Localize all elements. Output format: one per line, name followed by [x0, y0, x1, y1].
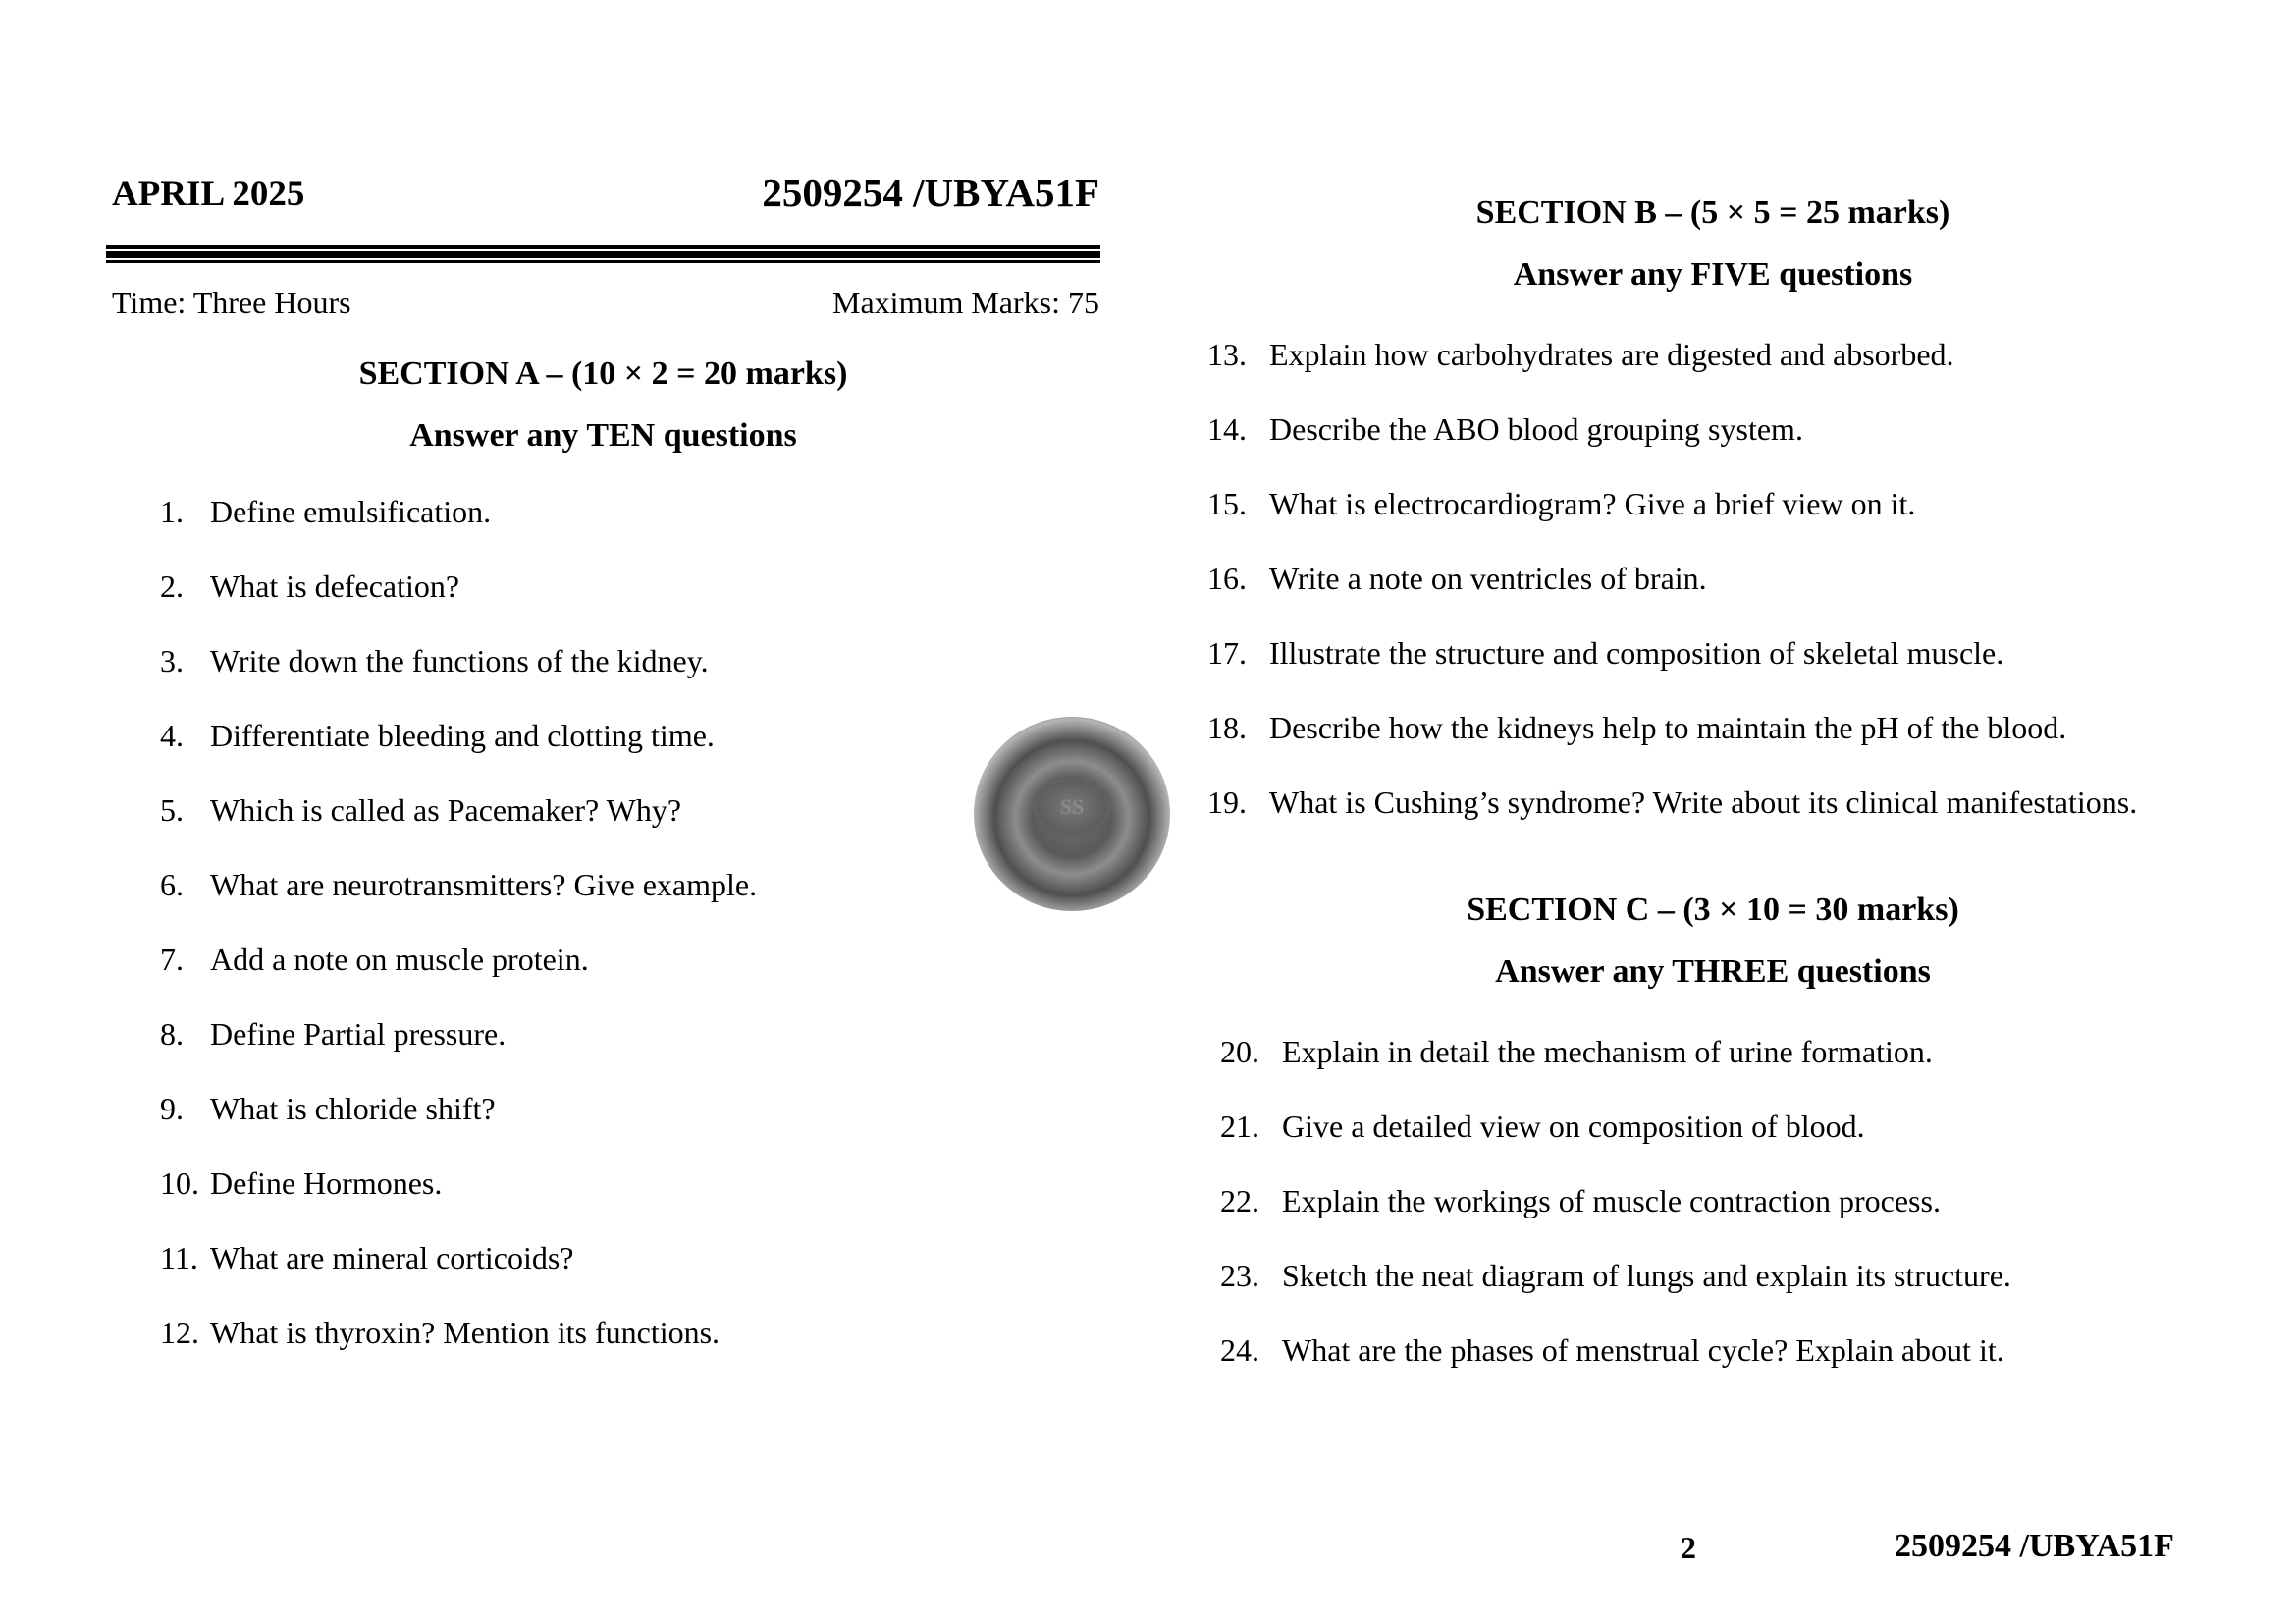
question-number: 9.: [160, 1091, 184, 1126]
header-rule-thin-top: [106, 245, 1100, 249]
question-number: 23.: [1220, 1258, 1259, 1293]
question-text: Explain how carbohydrates are digested and absorbed.: [1269, 337, 1954, 372]
question-text: Differentiate bleeding and clotting time.: [210, 718, 715, 753]
question-text: What is chloride shift?: [210, 1091, 496, 1126]
question-number: 3.: [160, 643, 184, 678]
question-text: Define Hormones.: [210, 1165, 443, 1201]
question-text: Define emulsification.: [210, 494, 492, 529]
question-item: [160, 1240, 573, 1276]
question-text: Give a detailed view on composition of blood.: [1282, 1109, 1865, 1144]
question-item: [160, 1091, 496, 1127]
question-number: 11.: [160, 1240, 198, 1275]
section-b-instruction: Answer any FIVE questions: [1513, 256, 1913, 293]
question-item: [160, 494, 491, 530]
question-number: 14.: [1207, 411, 1247, 447]
question-item: [160, 643, 709, 679]
university-seal-icon: [974, 717, 1170, 911]
section-c-title: SECTION C – (3 × 10 = 30 marks): [1467, 892, 1959, 928]
question-number: 10.: [160, 1165, 199, 1201]
question-text: What are neurotransmitters? Give example.: [210, 867, 758, 902]
question-text: Write down the functions of the kidney.: [210, 643, 709, 678]
question-item: [160, 568, 459, 605]
page-number: 2: [1681, 1530, 1696, 1565]
question-number: 22.: [1220, 1183, 1259, 1218]
footer-paper-code: 2509254 /UBYA51F: [1895, 1528, 2174, 1564]
question-text: What is electrocardiogram? Give a brief view on it.: [1269, 486, 1916, 521]
question-text: Describe the ABO blood grouping system.: [1269, 411, 1803, 447]
question-text: What are the phases of menstrual cycle? Explain about it.: [1282, 1332, 2004, 1368]
section-c-instruction: Answer any THREE questions: [1495, 953, 1931, 990]
question-item: [1220, 1034, 1933, 1070]
question-number: 19.: [1207, 785, 1247, 820]
question-item: [1207, 710, 2066, 746]
question-text: Explain the workings of muscle contraction process.: [1282, 1183, 1941, 1218]
question-number: 5.: [160, 792, 184, 828]
question-item: [160, 1165, 442, 1202]
question-text: What are mineral corticoids?: [210, 1240, 574, 1275]
question-text: Define Partial pressure.: [210, 1016, 507, 1052]
maximum-marks: Maximum Marks: 75: [832, 285, 1099, 320]
question-item: [160, 867, 757, 903]
question-text: Add a note on muscle protein.: [210, 942, 589, 977]
question-number: 4.: [160, 718, 184, 753]
question-number: 15.: [1207, 486, 1247, 521]
question-number: 17.: [1207, 635, 1247, 671]
header-rule-thick: [106, 251, 1100, 258]
question-number: 6.: [160, 867, 184, 902]
question-number: 20.: [1220, 1034, 1259, 1069]
paper-code: 2509254 /UBYA51F: [762, 170, 1099, 215]
question-item: [1207, 337, 1954, 373]
section-a-instruction: Answer any TEN questions: [409, 417, 797, 454]
seal-emblem: SS: [1033, 778, 1111, 837]
question-number: 12.: [160, 1315, 199, 1350]
question-text: What is thyroxin? Mention its functions.: [210, 1315, 721, 1350]
question-item: [1207, 785, 2137, 821]
question-item: [1220, 1109, 1865, 1145]
question-item: [160, 942, 589, 978]
section-a-title: SECTION A – (10 × 2 = 20 marks): [358, 355, 848, 392]
question-number: 18.: [1207, 710, 1247, 745]
question-item: [1207, 411, 1803, 448]
exam-month-year: APRIL 2025: [112, 174, 305, 214]
question-item: [160, 1016, 506, 1053]
question-item: [1207, 561, 1707, 597]
question-item: [1207, 486, 1915, 522]
question-text: Describe how the kidneys help to maintain the pH of the blood.: [1269, 710, 2067, 745]
question-text: What is Cushing’s syndrome? Write about its clinical manifestations.: [1269, 785, 2138, 820]
header-rule-thin-bottom: [106, 260, 1100, 263]
question-number: 16.: [1207, 561, 1247, 596]
question-number: 1.: [160, 494, 184, 529]
question-item: [160, 792, 681, 829]
question-text: What is defecation?: [210, 568, 460, 604]
question-number: 24.: [1220, 1332, 1259, 1368]
question-item: [1207, 635, 2003, 672]
section-b-title: SECTION B – (5 × 5 = 25 marks): [1475, 194, 1950, 231]
question-number: 13.: [1207, 337, 1247, 372]
question-number: 2.: [160, 568, 184, 604]
exam-duration: Time: Three Hours: [112, 285, 351, 320]
question-text: Sketch the neat diagram of lungs and explain its structure.: [1282, 1258, 2011, 1293]
question-item: [160, 718, 715, 754]
question-text: Explain in detail the mechanism of urine formation.: [1282, 1034, 1933, 1069]
question-item: [160, 1315, 720, 1351]
question-text: Illustrate the structure and composition of skeletal muscle.: [1269, 635, 2004, 671]
question-item: [1220, 1183, 1941, 1219]
question-number: 7.: [160, 942, 184, 977]
question-item: [1220, 1258, 2011, 1294]
question-text: Which is called as Pacemaker? Why?: [210, 792, 682, 828]
question-item: [1220, 1332, 2004, 1369]
question-text: Write a note on ventricles of brain.: [1269, 561, 1707, 596]
question-number: 21.: [1220, 1109, 1259, 1144]
question-number: 8.: [160, 1016, 184, 1052]
